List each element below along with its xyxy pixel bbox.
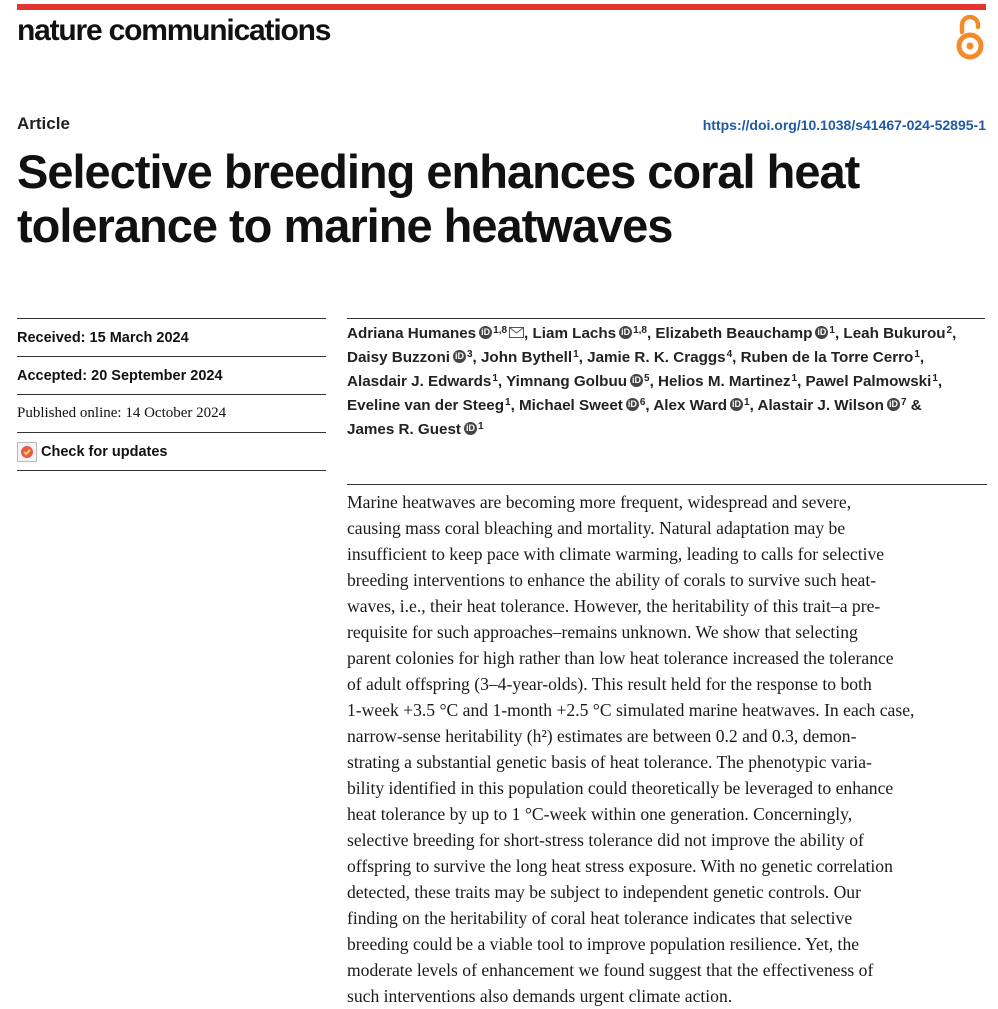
orcid-icon[interactable]: iD xyxy=(888,399,898,410)
abstract-section xyxy=(347,484,987,1009)
received-date: Received: 15 March 2024 xyxy=(17,318,326,356)
orcid-icon[interactable]: iD xyxy=(627,399,637,410)
affiliation-superscript: 2 xyxy=(946,325,953,336)
orcid-icon[interactable]: iD xyxy=(632,375,642,386)
abstract-line: narrow-sense heritability (h²) estimates are between 0.2 and 0.3, demon- xyxy=(347,726,857,746)
affiliation-superscript: 1 xyxy=(477,421,484,432)
author-name-text: James R. Guest xyxy=(347,421,461,438)
abstract-text xyxy=(347,489,987,1009)
check-updates-icon xyxy=(17,442,37,462)
author-name[interactable] xyxy=(533,325,647,342)
abstract-line: Marine heatwaves are becoming more frequent, widespread and severe, xyxy=(347,492,852,512)
orcid-icon[interactable]: iD xyxy=(621,327,631,338)
author-name[interactable] xyxy=(347,397,511,414)
journal-name[interactable]: nature communications xyxy=(17,14,331,47)
author-name[interactable] xyxy=(843,325,952,342)
author-name[interactable] xyxy=(519,397,645,414)
abstract-line: heat tolerance by up to 1 °C-week within one generation. Concerningly, xyxy=(347,804,853,824)
authors-text: Adriana Humanes iD $^{1,8}$ , Liam Lachs iD $^{1,8}$, Elizabeth Beauchamp iD $^1$, Leah Bukurou$^2$, Daisy Buzzoni iD $^3$, John Bythell$^1$, Jamie R. K. Craggs$^4$, Ruben de la Torre Cerro$^1$, Alasdair J. Edwards$^1$, Yimnang Golbuu iD $^5$, Helios M. Martinez$^1$, Pawel Palmowski$^1$, Eveline van der Steeg$^1$, Michael Sweet iD $^6$, Alex Ward iD $^1$, Alastair J. Wilson iD $^7$ & James R. Guest iD $^1$ xyxy=(347,325,957,438)
abstract-line: bility identified in this population could theoretically be leveraged to enhance xyxy=(347,778,894,798)
author-name-text: John Bythell xyxy=(480,349,573,366)
abstract-line: parent colonies for high rather than low heat tolerance increased the tolerance xyxy=(347,648,894,668)
affiliation-superscript: 1 xyxy=(914,349,920,360)
published-date: Published online: 14 October 2024 xyxy=(17,394,326,432)
author-name[interactable] xyxy=(741,349,920,366)
author-list xyxy=(347,318,985,442)
orcid-icon[interactable]: iD xyxy=(732,399,742,410)
abstract-line: requisite for such approaches–remains unknown. We show that selecting xyxy=(347,622,858,642)
affiliation-superscript: 5 xyxy=(644,373,650,384)
affiliation-superscript: 1,8 xyxy=(633,325,647,336)
open-access-icon[interactable] xyxy=(953,14,987,62)
author-name-text: Daisy Buzzoni xyxy=(347,349,450,366)
abstract-line: breeding interventions to enhance the ability of corals to survive such heat- xyxy=(347,570,877,590)
doi-link[interactable]: https://doi.org/10.1038/s41467-024-52895-1 xyxy=(702,117,986,133)
affiliation-superscript: 1 xyxy=(505,397,511,408)
author-name[interactable] xyxy=(658,373,797,390)
author-name[interactable] xyxy=(347,325,524,342)
author-name[interactable] xyxy=(347,421,484,438)
abstract-line: insufficient to keep pace with climate warming, leading to calls for selective xyxy=(347,544,885,564)
author-name-text: Liam Lachs xyxy=(532,325,617,342)
affiliation-superscript: 1 xyxy=(829,325,835,336)
check-for-updates-button[interactable] xyxy=(17,442,168,462)
author-name-text: Eveline van der Steeg xyxy=(347,397,505,414)
affiliation-superscript: 1,8 xyxy=(493,325,508,336)
abstract-line: detected, these traits may be subject to independent genetic controls. Our xyxy=(347,882,861,902)
article-type-label: Article xyxy=(17,114,70,133)
affiliation-superscript: 1 xyxy=(492,373,498,384)
abstract-line: finding on the heritability of coral heat tolerance indicates that selective xyxy=(347,908,853,928)
orcid-icon[interactable]: iD xyxy=(465,423,475,434)
top-accent-bar xyxy=(17,4,986,10)
orcid-icon[interactable]: iD xyxy=(817,327,827,338)
title-line: tolerance to marine heatwaves xyxy=(17,199,673,252)
abstract-line: strating a substantial genetic basis of heat tolerance. The phenotypic varia- xyxy=(347,752,872,772)
affiliation-superscript: 3 xyxy=(466,349,473,360)
author-name[interactable] xyxy=(653,397,749,414)
abstract-line: breeding could be a viable tool to improve population resilience. Yet, the xyxy=(347,934,860,954)
check-updates-label: Check for updates xyxy=(41,443,168,460)
author-name-text: Adriana Humanes xyxy=(347,325,477,342)
author-name[interactable] xyxy=(757,397,906,414)
abstract-line: of adult offspring (3–4-year-olds). This result held for the response to both xyxy=(347,674,872,694)
affiliation-superscript: 6 xyxy=(639,397,646,408)
author-name[interactable] xyxy=(806,373,938,390)
affiliation-superscript: 7 xyxy=(900,397,907,408)
author-name-text: Pawel Palmowski xyxy=(805,373,932,390)
abstract-line: offspring to survive the long heat stress exposure. With no genetic correlation xyxy=(347,856,893,876)
affiliation-superscript: 1 xyxy=(573,349,579,360)
author-name-text: Ruben de la Torre Cerro xyxy=(740,349,914,366)
abstract-line: causing mass coral bleaching and mortality. Natural adaptation may be xyxy=(347,518,846,538)
abstract-line: waves, i.e., their heat tolerance. However, the heritability of this trait–a pre- xyxy=(347,596,881,616)
title-line: Selective breeding enhances coral heat xyxy=(17,145,860,198)
email-icon[interactable] xyxy=(509,327,524,338)
author-name[interactable] xyxy=(481,349,579,366)
author-name-text: Michael Sweet xyxy=(519,397,623,414)
orcid-icon[interactable]: iD xyxy=(481,327,491,338)
author-name-text: Alasdair J. Edwards xyxy=(347,373,492,390)
author-name-text: Leah Bukurou xyxy=(843,325,946,342)
affiliation-superscript: 1 xyxy=(744,397,750,408)
author-name[interactable] xyxy=(506,373,650,390)
affiliation-superscript: 4 xyxy=(726,349,733,360)
author-name-text: Helios M. Martinez xyxy=(658,373,791,390)
orcid-icon[interactable]: iD xyxy=(454,351,464,362)
accepted-date: Accepted: 20 September 2024 xyxy=(17,356,326,394)
check-updates-row xyxy=(17,432,326,471)
author-name-text: Jamie R. K. Craggs xyxy=(587,349,726,366)
author-name-text: Elizabeth Beauchamp xyxy=(655,325,813,342)
abstract-line: 1-week +3.5 °C and 1-month +2.5 °C simulated marine heatwaves. In each case, xyxy=(347,700,915,720)
author-name-text: Alex Ward xyxy=(653,397,728,414)
author-name-text: Alastair J. Wilson xyxy=(757,397,884,414)
author-name[interactable] xyxy=(655,325,835,342)
author-name[interactable] xyxy=(347,349,473,366)
article-dates-panel xyxy=(17,318,326,471)
abstract-line: selective breeding for short-stress tolerance did not improve the ability of xyxy=(347,830,864,850)
author-name[interactable] xyxy=(347,373,498,390)
author-name[interactable] xyxy=(587,349,732,366)
affiliation-superscript: 1 xyxy=(932,373,938,384)
abstract-line: such interventions also demands urgent climate action. xyxy=(347,986,733,1006)
article-title xyxy=(17,145,977,253)
author-name-text: Yimnang Golbuu xyxy=(506,373,628,390)
abstract-line: moderate levels of enhancement we found suggest that the effectiveness of xyxy=(347,960,874,980)
affiliation-superscript: 1 xyxy=(791,373,798,384)
